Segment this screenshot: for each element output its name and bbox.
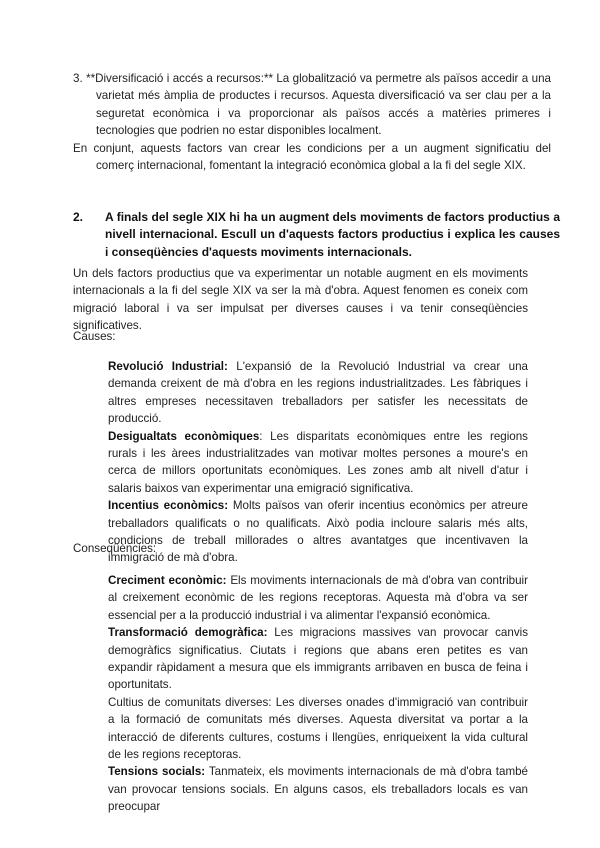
consequence-item (108, 763, 528, 815)
conclusion-paragraph: En conjunt, aquests factors van crear les condicions per a un augment significatiu del comerç internacional, fomentant la integració econòmica global a la fi del segle XIX. (73, 142, 551, 173)
causes-list (108, 358, 528, 567)
consequence-text: Els moviments internacionals de mà d'obra van contribuir al creixement econòmic de les regions receptoras. Aquesta mà d'obra va ser essencial per a la producció industrial i va alimentar l'expansió econòmica. (108, 574, 528, 622)
consequence-title: Tensions socials: (108, 765, 206, 779)
question-heading (73, 209, 560, 261)
consequence-item (108, 624, 528, 694)
cause-item (108, 358, 528, 428)
consequences-heading: Conseqüències: (73, 542, 157, 555)
cause-title: Desigualtats econòmiques (108, 429, 260, 443)
consequence-text: Les migracions massives van provocar canvis demogràfics significatius. Ciutats i regions que abans eren petites es van expandir ràpidament a mesura que els immigrants arribaven en busca de feina i oportunitats. (108, 626, 528, 692)
question-number: 2. (73, 210, 84, 224)
cause-text: L'expansió de la Revolució Industrial va crear una demanda creixent de mà d'obra en les regions industrialitzades. Les fàbriques i altres empreses necessitaven treballadors per satisfer les necessitats de producció. (108, 360, 528, 426)
consequence-title: Creciment econòmic: (108, 574, 227, 587)
cause-text: : Les disparitats econòmiques entre les regions rurals i les àrees industrialitzades van motivar moltes persones a moure's en cerca de millors oportunitats econòmiques. Les zones amb alt nivell d'atur i salaris baixos van experimentar una emigració significativa. (108, 429, 528, 495)
cause-title: Incentius econòmics: (108, 499, 229, 513)
cause-text: Molts països van oferir incentius econòmics per atreure treballadors qualificats o no qualificats. Això podia incloure salaris més alts, condicions de treball millorades o altres avantatges que incentivaven la immigració de mà d'obra. (108, 499, 528, 565)
answer-intro: Un dels factors productius que va experimentar un notable augment en els moviments internacionals a la fi del segle XIX va ser la mà d'obra. Aquest fenomen es coneix com migració laboral i va ser impulsat per diverses causes i va tenir conseqüències significatives. (73, 267, 528, 333)
cause-title: Revolució Industrial: (108, 360, 228, 373)
consequence-text: Tanmateix, els moviments internacionals de mà d'obra també van provocar tensions socials. En alguns casos, els treballadors locals es van preocupar (108, 765, 528, 814)
list-item-diversification: 3. **Diversificació i accés a recursos:** La globalització va permetre als països accedir a una varietat més àmplia de productes i recursos. Aquesta diversificació va ser clau per a la seguretat econòmica i va proporcionar als països accés a matèries primeres i tecnologies que podrien no estar disponibles localment. (73, 72, 551, 138)
consequence-text: Cultius de comunitats diverses: Les diverses onades d'immigració van contribuir a la formació de comunitats més diverses. Aquesta diversitat va portar a la interacció de diferents cultures, costums i llengües, enriqueixent la vida cultural de les regions receptoras. (108, 695, 528, 762)
consequence-item (108, 694, 528, 764)
consequence-title: Transformació demogràfica: (108, 626, 268, 640)
cause-item (108, 428, 528, 498)
causes-heading: Causes: (73, 330, 116, 343)
question-text: A finals del segle XIX hi ha un augment dels moviments de factors productius a nivell internacional. Escull un d'aquests factors productius i explica les causes i conseqüències d'aquests moviments internacionals. (105, 210, 560, 259)
consequence-item (108, 572, 528, 624)
consequences-list (108, 572, 528, 816)
